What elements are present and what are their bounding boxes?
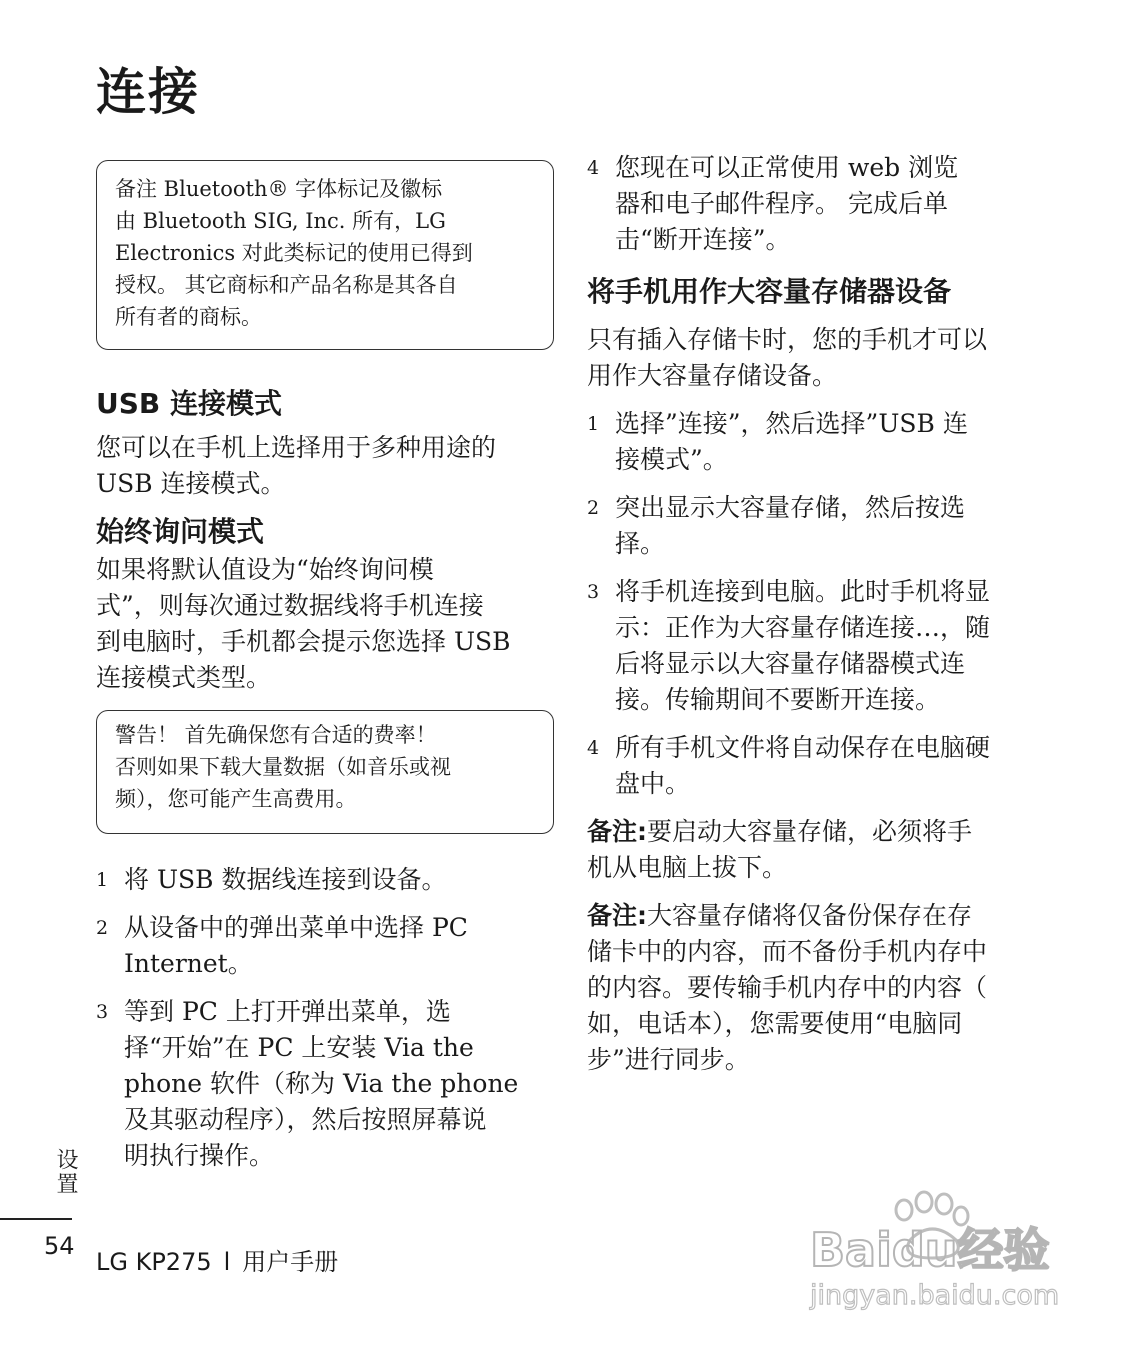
step-line: 接模式”。 — [615, 445, 728, 474]
trademark-note-line: 授权。 其它商标和产品名称是其各自 — [115, 273, 458, 297]
list-item — [96, 994, 554, 1174]
step-line: 选择”连接”，然后选择”USB 连 — [615, 409, 968, 438]
para-line: 储卡中的内容，而不备份手机内存中 — [587, 937, 988, 966]
step-number: 4 — [587, 737, 600, 759]
warning-line: 频），您可能产生高费用。 — [115, 787, 357, 811]
para-line: 只有插入存储卡时，您的手机才可以 — [587, 325, 988, 354]
step-line: 示：正作为大容量存储连接…，随 — [615, 613, 991, 642]
list-item — [587, 490, 1037, 562]
step-number: 2 — [587, 497, 600, 519]
para-line: USB 连接模式。 — [96, 469, 286, 498]
watermark-brand: Baidu经验 — [810, 1223, 1050, 1277]
step-number: 2 — [96, 917, 109, 939]
footer-manual-label: 用户手册 — [242, 1248, 339, 1276]
step-line: 明执行操作。 — [124, 1141, 275, 1170]
note-label: 备注: — [587, 901, 647, 930]
list-item — [587, 406, 1037, 478]
step-line: 择。 — [615, 529, 666, 558]
para-line: 如果将默认值设为“始终询问模 — [96, 555, 434, 584]
step-number: 1 — [587, 413, 600, 435]
baidu-jingyan-watermark — [806, 1188, 1068, 1316]
step-line: 突出显示大容量存储，然后按选 — [615, 493, 966, 522]
pc-steps-list — [96, 862, 554, 1174]
trademark-note-line: 所有者的商标。 — [115, 305, 262, 329]
list-item — [96, 910, 554, 982]
note-text: 大容量存储将仅备份保存在存 — [647, 901, 973, 930]
trademark-note-box — [96, 160, 554, 350]
para-line — [587, 814, 1037, 850]
right-column — [587, 150, 1037, 1078]
step-line: 接。传输期间不要断开连接。 — [615, 685, 941, 714]
step-number: 4 — [587, 157, 600, 179]
trademark-note-line: Electronics 对此类标记的使用已得到 — [115, 241, 473, 265]
step-line: 您现在可以正常使用 web 浏览 — [615, 153, 959, 182]
list-item — [587, 150, 1037, 258]
watermark-url: jingyan.baidu.com — [810, 1280, 1060, 1311]
para-line: 式”，则每次通过数据线将手机连接 — [96, 591, 484, 620]
para-line: 机从电脑上拔下。 — [587, 853, 788, 882]
step-line: 所有手机文件将自动保存在电脑硬 — [615, 733, 991, 762]
page-title: 连接 — [96, 63, 200, 121]
mass-storage-steps — [587, 406, 1037, 802]
usb-mode-heading: USB 连接模式 — [96, 387, 282, 420]
footer-model: LG KP275 — [96, 1248, 212, 1276]
mass-storage-intro — [587, 322, 1037, 394]
step-line: 将手机连接到电脑。此时手机将显 — [615, 577, 991, 606]
always-ask-text — [96, 552, 554, 696]
list-item — [587, 730, 1037, 802]
footer-separator: l — [223, 1248, 231, 1276]
para-line: 连接模式类型。 — [96, 663, 272, 692]
mass-storage-heading: 将手机用作大容量存储器设备 — [587, 275, 952, 308]
para-line: 您可以在手机上选择用于多种用途的 — [96, 433, 497, 462]
note-label: 备注: — [587, 817, 647, 846]
para-line: 如，电话本），您需要使用“电脑同 — [587, 1009, 963, 1038]
footer-text — [96, 1242, 338, 1277]
step-number: 1 — [96, 869, 109, 891]
note-text: 要启动大容量存储，必须将手 — [647, 817, 973, 846]
page-number: 54 — [44, 1232, 75, 1260]
step-line: 后将显示以大容量存储器模式连 — [615, 649, 966, 678]
step-line: 击“断开连接”。 — [615, 225, 791, 254]
step-line: 等到 PC 上打开弹出菜单，选 — [124, 997, 451, 1026]
warning-box — [96, 710, 554, 834]
warning-line: 警告！ 首先确保您有合适的费率！ — [115, 723, 437, 747]
step-line: Internet。 — [124, 949, 253, 978]
para-line: 步”进行同步。 — [587, 1045, 750, 1074]
usb-mode-intro — [96, 430, 554, 502]
para-line — [587, 898, 1037, 934]
left-column — [96, 160, 554, 1186]
step-number: 3 — [96, 1001, 109, 1023]
warning-line: 否则如果下载大量数据（如音乐或视 — [115, 755, 451, 779]
para-line: 的内容。要传输手机内存中的内容（ — [587, 973, 988, 1002]
step-number: 3 — [587, 581, 600, 603]
pc-steps-continued — [587, 150, 1037, 258]
trademark-note-line: 备注 Bluetooth® 字体标记及徽标 — [115, 177, 443, 201]
storage-note-2 — [587, 898, 1037, 1078]
para-line: 到电脑时，手机都会提示您选择 USB — [96, 627, 511, 656]
step-line: 盘中。 — [615, 769, 691, 798]
para-line: 用作大容量存储设备。 — [587, 361, 838, 390]
always-ask-heading: 始终询问模式 — [96, 515, 265, 548]
step-line: 将 USB 数据线连接到设备。 — [124, 865, 447, 894]
list-item — [587, 574, 1037, 718]
step-line: 及其驱动程序），然后按照屏幕说 — [124, 1105, 487, 1134]
step-line: 器和电子邮件程序。 完成后单 — [615, 189, 948, 218]
side-tab-label: 设置 — [53, 1148, 78, 1196]
storage-note-1 — [587, 814, 1037, 886]
trademark-note-line: 由 Bluetooth SIG, Inc. 所有，LG — [115, 209, 446, 233]
footer-divider — [0, 1218, 72, 1220]
step-line: 择“开始”在 PC 上安装 Via the — [124, 1033, 474, 1062]
step-line: phone 软件（称为 Via the phone — [124, 1069, 519, 1098]
list-item — [96, 862, 554, 898]
step-line: 从设备中的弹出菜单中选择 PC — [124, 913, 468, 942]
